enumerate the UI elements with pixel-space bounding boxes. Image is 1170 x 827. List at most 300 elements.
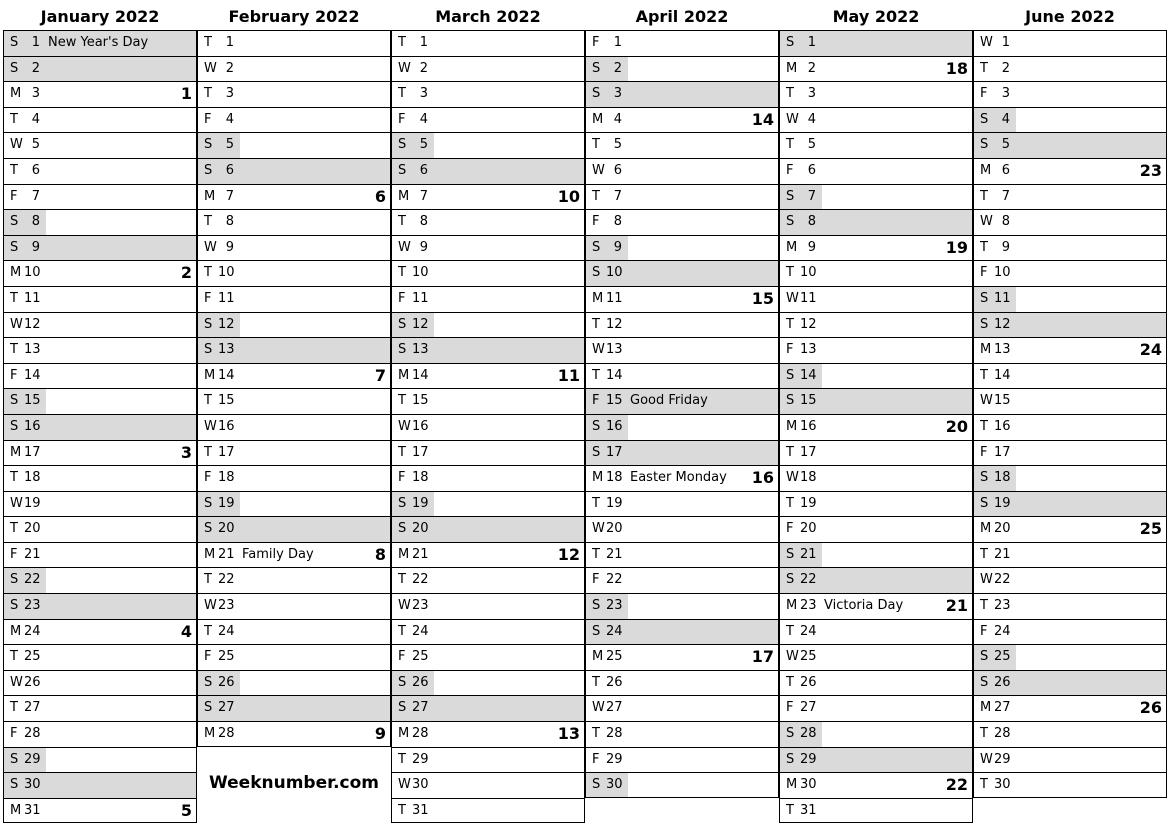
day-number: 22: [412, 572, 429, 588]
weekday-letter: W: [592, 342, 605, 358]
day-row: [391, 798, 585, 824]
weekday-letter: F: [398, 290, 406, 306]
day-row: [779, 132, 973, 158]
day-row: [197, 363, 391, 389]
weekday-letter: F: [398, 470, 406, 486]
day-row: [973, 209, 1167, 235]
day-number: 19: [412, 495, 429, 511]
day-number: 16: [24, 418, 41, 434]
month-title: June 2022: [1025, 7, 1115, 26]
day-number: 12: [606, 316, 623, 332]
weekday-letter: S: [980, 495, 989, 511]
day-number: 19: [218, 495, 235, 511]
day-row: [3, 542, 197, 568]
day-number: 30: [412, 777, 429, 793]
day-row: [779, 312, 973, 338]
day-row: [585, 593, 779, 619]
weekday-letter: T: [10, 342, 18, 358]
weekday-letter: F: [10, 546, 18, 562]
day-number: 7: [225, 188, 234, 204]
weekday-letter: W: [592, 521, 605, 537]
day-number: 9: [31, 239, 40, 255]
day-row: [779, 644, 973, 670]
day-number: 19: [800, 495, 817, 511]
weekday-letter: M: [398, 188, 410, 204]
weekday-letter: M: [980, 521, 992, 537]
weekday-letter: T: [592, 674, 600, 690]
day-number: 17: [800, 444, 817, 460]
holiday-label: Good Friday: [630, 393, 708, 409]
day-row: [973, 440, 1167, 466]
day-row: [779, 440, 973, 466]
day-row: [391, 286, 585, 312]
weekday-letter: T: [204, 444, 212, 460]
weekday-letter: M: [398, 367, 410, 383]
weekday-letter: F: [204, 649, 212, 665]
day-row: [585, 491, 779, 517]
day-number: 6: [31, 162, 40, 178]
weekday-letter: W: [786, 111, 799, 127]
day-row: [779, 56, 973, 82]
day-row: [197, 312, 391, 338]
weekday-letter: W: [592, 700, 605, 716]
day-number: 25: [218, 649, 235, 665]
day-number: 25: [606, 649, 623, 665]
day-number: 31: [412, 802, 429, 818]
day-number: 18: [412, 470, 429, 486]
day-number: 27: [24, 700, 41, 716]
holiday-label: Family Day: [242, 546, 314, 562]
day-number: 12: [800, 316, 817, 332]
month-column: [973, 0, 1167, 798]
weekday-letter: T: [204, 393, 212, 409]
weekday-letter: W: [204, 418, 217, 434]
weekday-letter: F: [204, 290, 212, 306]
weekday-letter: W: [980, 751, 993, 767]
day-number: 10: [800, 265, 817, 281]
day-row: [779, 619, 973, 645]
day-number: 18: [994, 470, 1011, 486]
day-row: [3, 772, 197, 798]
weekday-letter: F: [786, 700, 794, 716]
weekday-letter: S: [204, 674, 213, 690]
day-row: [391, 337, 585, 363]
week-number: 6: [374, 186, 386, 206]
day-row: [3, 695, 197, 721]
day-number: 18: [218, 470, 235, 486]
day-row: [973, 491, 1167, 517]
weekday-letter: S: [10, 214, 19, 230]
weekday-letter: T: [786, 495, 794, 511]
day-row: [779, 465, 973, 491]
weekday-letter: F: [204, 470, 212, 486]
day-number: 9: [419, 239, 428, 255]
day-row: [585, 132, 779, 158]
day-number: 25: [994, 649, 1011, 665]
day-number: 6: [613, 162, 622, 178]
weekday-letter: T: [10, 111, 18, 127]
day-number: 4: [419, 111, 428, 127]
weekday-letter: S: [980, 649, 989, 665]
day-row: [197, 721, 391, 747]
weekday-letter: T: [10, 649, 18, 665]
weekday-letter: W: [980, 214, 993, 230]
weekday-letter: T: [786, 265, 794, 281]
day-row: [585, 644, 779, 670]
weekday-letter: T: [786, 674, 794, 690]
day-row: [3, 440, 197, 466]
day-number: 23: [800, 598, 817, 614]
day-row: [3, 30, 197, 56]
weekday-letter: M: [10, 623, 22, 639]
day-row: [973, 30, 1167, 56]
day-number: 2: [225, 60, 234, 76]
day-number: 10: [994, 265, 1011, 281]
weekday-letter: T: [786, 802, 794, 818]
weekday-letter: F: [786, 342, 794, 358]
day-number: 25: [24, 649, 41, 665]
day-number: 7: [31, 188, 40, 204]
day-row: [391, 158, 585, 184]
weekday-letter: S: [980, 470, 989, 486]
weekday-letter: W: [398, 60, 411, 76]
day-number: 29: [606, 751, 623, 767]
day-row: [197, 81, 391, 107]
day-number: 17: [24, 444, 41, 460]
weekday-letter: T: [398, 572, 406, 588]
weekday-letter: S: [592, 60, 601, 76]
weekday-letter: T: [398, 802, 406, 818]
week-number: 22: [945, 775, 968, 795]
day-number: 23: [24, 598, 41, 614]
day-number: 18: [24, 470, 41, 486]
weekday-letter: F: [398, 649, 406, 665]
weekday-letter: F: [592, 393, 600, 409]
day-row: [391, 312, 585, 338]
day-row: [973, 81, 1167, 107]
day-row: [585, 260, 779, 286]
day-row: [3, 132, 197, 158]
day-number: 1: [31, 35, 40, 50]
day-row: [197, 132, 391, 158]
weekday-letter: F: [592, 35, 600, 50]
day-number: 20: [994, 521, 1011, 537]
weekday-letter: S: [786, 546, 795, 562]
day-number: 21: [24, 546, 41, 562]
weekday-letter: M: [980, 342, 992, 358]
day-number: 13: [606, 342, 623, 358]
day-number: 8: [807, 214, 816, 230]
day-row: [391, 56, 585, 82]
weekday-letter: T: [592, 188, 600, 204]
day-row: [3, 747, 197, 773]
day-row: [3, 491, 197, 517]
day-row: [973, 695, 1167, 721]
day-row: [391, 30, 585, 56]
weekday-letter: S: [786, 751, 795, 767]
day-row: [3, 414, 197, 440]
week-number: 16: [751, 468, 774, 488]
day-row: [391, 619, 585, 645]
weekday-letter: T: [398, 444, 406, 460]
day-number: 3: [225, 86, 234, 102]
day-row: [973, 619, 1167, 645]
day-number: 3: [613, 86, 622, 102]
day-row: [197, 158, 391, 184]
day-number: 1: [419, 35, 428, 50]
day-number: 11: [994, 290, 1011, 306]
day-number: 5: [225, 137, 234, 153]
day-row: [391, 721, 585, 747]
weekday-letter: M: [10, 86, 22, 102]
weekday-letter: S: [980, 674, 989, 690]
day-row: [391, 440, 585, 466]
day-row: [585, 747, 779, 773]
weekday-letter: T: [204, 572, 212, 588]
day-row: [197, 670, 391, 696]
day-number: 11: [800, 290, 817, 306]
day-row: [197, 593, 391, 619]
day-row: [779, 414, 973, 440]
day-row: [973, 107, 1167, 133]
day-number: 23: [606, 598, 623, 614]
weekday-letter: S: [592, 777, 601, 793]
day-row: [585, 542, 779, 568]
day-number: 3: [1001, 86, 1010, 102]
weekday-letter: T: [398, 86, 406, 102]
day-row: [3, 567, 197, 593]
week-number: 17: [751, 647, 774, 667]
week-number: 19: [945, 237, 968, 257]
month-column: [391, 0, 585, 823]
weekday-letter: M: [980, 700, 992, 716]
weekday-letter: T: [980, 777, 988, 793]
holiday-label: Easter Monday: [630, 470, 727, 486]
day-row: [973, 158, 1167, 184]
weekday-letter: S: [10, 239, 19, 255]
day-number: 7: [419, 188, 428, 204]
day-row: [973, 184, 1167, 210]
weekday-letter: S: [592, 623, 601, 639]
day-number: 3: [419, 86, 428, 102]
weekday-letter: S: [10, 598, 19, 614]
day-number: 29: [24, 751, 41, 767]
day-row: [197, 107, 391, 133]
weekday-letter: F: [10, 188, 18, 204]
weekday-letter: S: [10, 572, 19, 588]
day-number: 9: [613, 239, 622, 255]
day-number: 15: [606, 393, 623, 409]
weekday-letter: S: [204, 342, 213, 358]
weekday-letter: T: [786, 316, 794, 332]
weekday-letter: F: [592, 214, 600, 230]
day-number: 28: [994, 726, 1011, 742]
day-number: 2: [31, 60, 40, 76]
holiday-label: Victoria Day: [824, 598, 904, 614]
day-number: 5: [1001, 137, 1010, 153]
weekday-letter: T: [204, 214, 212, 230]
day-row: [391, 260, 585, 286]
day-row: [585, 158, 779, 184]
day-number: 22: [24, 572, 41, 588]
weekday-letter: T: [398, 265, 406, 281]
weekday-letter: F: [980, 265, 988, 281]
day-row: [585, 286, 779, 312]
week-number: 3: [180, 442, 192, 462]
weekday-letter: S: [592, 265, 601, 281]
weekday-letter: W: [786, 290, 799, 306]
day-row: [3, 644, 197, 670]
weekday-letter: S: [786, 572, 795, 588]
day-number: 20: [218, 521, 235, 537]
day-row: [391, 209, 585, 235]
day-number: 17: [606, 444, 623, 460]
day-row: [3, 721, 197, 747]
weekday-letter: S: [10, 35, 19, 50]
day-row: [197, 209, 391, 235]
day-row: [197, 30, 391, 56]
day-row: [3, 81, 197, 107]
weekday-letter: S: [592, 444, 601, 460]
day-number: 11: [412, 290, 429, 306]
weekday-letter: T: [592, 726, 600, 742]
day-number: 27: [606, 700, 623, 716]
day-row: [973, 567, 1167, 593]
weekday-letter: T: [592, 546, 600, 562]
weekday-letter: S: [398, 342, 407, 358]
weekday-letter: S: [10, 418, 19, 434]
day-number: 9: [1001, 239, 1010, 255]
day-number: 2: [613, 60, 622, 76]
day-row: [197, 465, 391, 491]
week-number: 14: [751, 109, 774, 129]
weekday-letter: T: [398, 751, 406, 767]
day-number: 8: [225, 214, 234, 230]
day-number: 24: [606, 623, 623, 639]
weekday-letter: T: [10, 162, 18, 178]
day-row: [585, 209, 779, 235]
weekday-letter: W: [398, 777, 411, 793]
day-number: 8: [1001, 214, 1010, 230]
holiday-label: New Year's Day: [48, 35, 149, 50]
day-row: [973, 337, 1167, 363]
day-number: 12: [218, 316, 235, 332]
day-number: 27: [994, 700, 1011, 716]
day-number: 4: [225, 111, 234, 127]
day-number: 30: [994, 777, 1011, 793]
day-number: 26: [800, 674, 817, 690]
day-row: [973, 388, 1167, 414]
day-number: 28: [800, 726, 817, 742]
day-number: 10: [218, 265, 235, 281]
day-number: 10: [606, 265, 623, 281]
day-row: [197, 286, 391, 312]
day-row: [3, 312, 197, 338]
weekday-letter: M: [980, 162, 992, 178]
day-number: 30: [606, 777, 623, 793]
day-row: [391, 747, 585, 773]
day-row: [391, 132, 585, 158]
weekday-letter: S: [398, 162, 407, 178]
weekday-letter: S: [204, 495, 213, 511]
day-number: 22: [606, 572, 623, 588]
day-row: [779, 158, 973, 184]
weekday-letter: F: [204, 111, 212, 127]
day-number: 25: [412, 649, 429, 665]
day-number: 19: [24, 495, 41, 511]
day-number: 20: [606, 521, 623, 537]
day-row: [391, 542, 585, 568]
weekday-letter: S: [204, 162, 213, 178]
day-row: [3, 107, 197, 133]
day-row: [391, 414, 585, 440]
day-row: [779, 235, 973, 261]
weekday-letter: S: [398, 674, 407, 690]
day-row: [3, 619, 197, 645]
weekday-letter: S: [980, 111, 989, 127]
day-number: 14: [606, 367, 623, 383]
weekday-letter: T: [786, 444, 794, 460]
weekday-letter: T: [398, 214, 406, 230]
day-number: 11: [218, 290, 235, 306]
day-row: [3, 235, 197, 261]
weekday-letter: T: [10, 290, 18, 306]
day-number: 4: [31, 111, 40, 127]
weekday-letter: M: [786, 418, 798, 434]
weekday-letter: W: [786, 470, 799, 486]
day-row: [973, 363, 1167, 389]
weekday-letter: S: [786, 188, 795, 204]
day-row: [779, 260, 973, 286]
day-number: 2: [807, 60, 816, 76]
week-number: 20: [945, 416, 968, 436]
day-row: [973, 593, 1167, 619]
month-title: May 2022: [832, 7, 920, 26]
day-row: [3, 465, 197, 491]
weekday-letter: M: [398, 726, 410, 742]
day-row: [585, 184, 779, 210]
day-row: [585, 30, 779, 56]
weekday-letter: S: [10, 393, 19, 409]
day-number: 12: [412, 316, 429, 332]
weekday-letter: W: [980, 572, 993, 588]
day-number: 5: [419, 137, 428, 153]
day-row: [197, 388, 391, 414]
day-number: 8: [31, 214, 40, 230]
day-row: [3, 670, 197, 696]
day-number: 26: [994, 674, 1011, 690]
day-number: 30: [24, 777, 41, 793]
weekday-letter: W: [398, 598, 411, 614]
day-row: [197, 260, 391, 286]
weekday-letter: T: [398, 623, 406, 639]
day-row: [391, 695, 585, 721]
day-number: 21: [412, 546, 429, 562]
day-number: 21: [994, 546, 1011, 562]
day-row: [779, 286, 973, 312]
day-row: [779, 695, 973, 721]
day-row: [973, 644, 1167, 670]
day-row: [391, 388, 585, 414]
weekday-letter: T: [980, 598, 988, 614]
day-row: [585, 440, 779, 466]
weekday-letter: F: [980, 623, 988, 639]
weekday-letter: S: [786, 35, 795, 50]
weekday-letter: T: [398, 35, 406, 50]
day-number: 23: [218, 598, 235, 614]
week-number: 2: [180, 263, 192, 283]
day-row: [973, 260, 1167, 286]
